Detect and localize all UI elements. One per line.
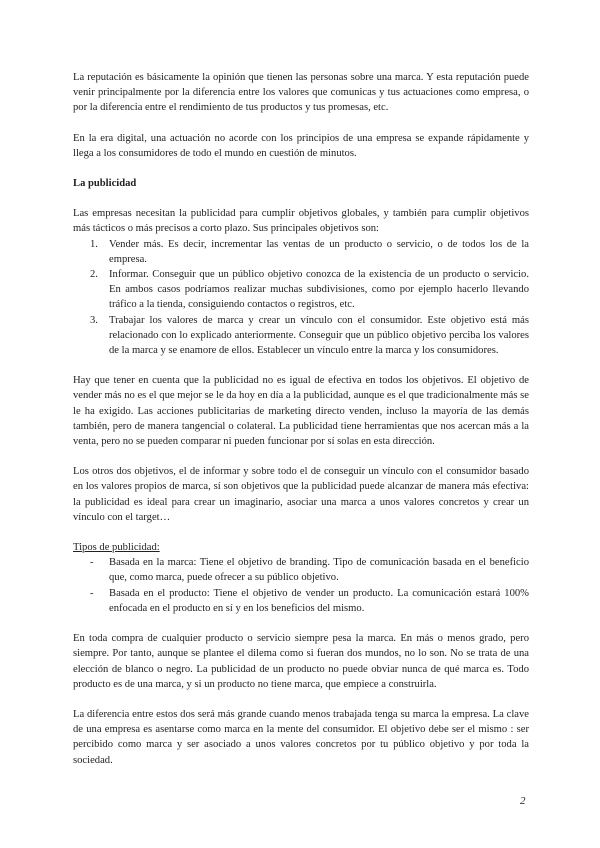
types-list	[73, 555, 529, 616]
objective-number: 1.	[90, 238, 98, 250]
type-item	[73, 586, 529, 616]
objective-text: Informar. Conseguir que un público objetivo conozca de la existencia de un producto o servicio. En ambos casos podríamos realizar muchas subdivisiones, como por ejemplo hacerlo llevando tráfico a la tienda, consiguiendo contactos o registros, etc.	[109, 269, 529, 311]
paragraph-digital-era: En la era digital, una actuación no acorde con los principios de una empresa se expande rápidamente y llega a los consumidores de todo el mundo en cuestión de minutos.	[73, 132, 529, 159]
type-item	[73, 555, 529, 585]
dash-bullet: -	[90, 557, 94, 569]
types-heading: Tipos de publicidad:	[73, 542, 160, 554]
objective-item	[73, 313, 529, 359]
paragraph-section-intro: Las empresas necesitan la publicidad para cumplir objetivos globales, y también para cumplir objetivos más tácticos o más precisos a corto plazo. Sus principales objetivos son:	[73, 208, 529, 235]
objective-number: 3.	[90, 314, 98, 326]
type-text: Basada en el producto: Tiene el objetivo de vender un producto. La comunicación estará 100% enfocada en el producto en sí y en los beneficios del mismo.	[109, 587, 529, 614]
objective-text: Trabajar los valores de marca y crear un vínculo con el consumidor. Este objetivo está más relacionado con lo explicado anteriormente. Conseguir que un público objetivo perciba los valores de la marca y se enamore de ellos. Establecer un vínculo entre la marca y los consumidores.	[109, 314, 529, 357]
section-heading-publicidad: La publicidad	[73, 178, 137, 190]
objective-item	[73, 267, 529, 313]
paragraph-difference: La diferencia entre estos dos será más grande cuando menos trabajada tenga su marca la empresa. La clave de una empresa es asentarse como marca en la mente del consumidor. El objetivo debe ser el mismo : ser percibido como marca y ser asociado a unos valores concretos por tu público objetivo y por toda la sociedad.	[73, 708, 529, 766]
paragraph-effectiveness: Hay que tener en cuenta que la publicidad no es igual de efectiva en todos los objetivos. El objetivo de vender más no es el que mejor se le da hoy en día a la publicidad, aunque es el que tradicionalmente más se le ha exigido. Las acciones publicitarias de marketing directo venden, incluso la mayoría de las demás también, pero de manera tangencial o colateral. La publicidad tiene herramientas que nos acercan más a la venta, pero no se pueden comparar ni pueden funcionar por sí solas en esta dirección.	[73, 375, 529, 448]
objective-text: Vender más. Es decir, incrementar las ventas de un producto o servicio, o de todos los de la empresa.	[109, 238, 529, 265]
document-body	[73, 70, 529, 768]
dash-bullet: -	[90, 587, 94, 599]
paragraph-other-objectives: Los otros dos objetivos, el de informar y sobre todo el de conseguir un vínculo con el consumidor basado en los valores propios de marca, sí son objetivos que la publicidad puede alcanzar de manera más efectiva: la publicidad es ideal para crear un imaginario, asociar una marca a unos valores concretos y crear un vínculo con el target…	[73, 466, 529, 523]
paragraph-reputation: La reputación es básicamente la opinión que tienen las personas sobre una marca. Y esta reputación puede venir principalmente por la diferencia entre los valores que comunicas y tus actuaciones como empresa, o por la diferencia entre el rendimiento de tus productos y tus promesas, etc.	[73, 72, 529, 114]
objective-number: 2.	[90, 269, 98, 281]
objectives-list	[73, 237, 529, 359]
objective-item	[73, 237, 529, 267]
paragraph-purchase: En toda compra de cualquier producto o servicio siempre pesa la marca. En más o menos grado, pero siempre. Por tanto, aunque se plantee el dilema como si fueran dos mundos, no lo son. No se trata de una elección de blanco o negro. La publicidad de un producto no puede obviar nunca de qué marca es. Todo producto es de una marca, y si un producto no tiene marca, que empiece a construirla.	[73, 633, 529, 690]
type-text: Basada en la marca: Tiene el objetivo de branding. Tipo de comunicación basada en el beneficio que, como marca, puede ofrecer a su público objetivo.	[109, 557, 529, 584]
page-number: 2	[520, 795, 526, 807]
